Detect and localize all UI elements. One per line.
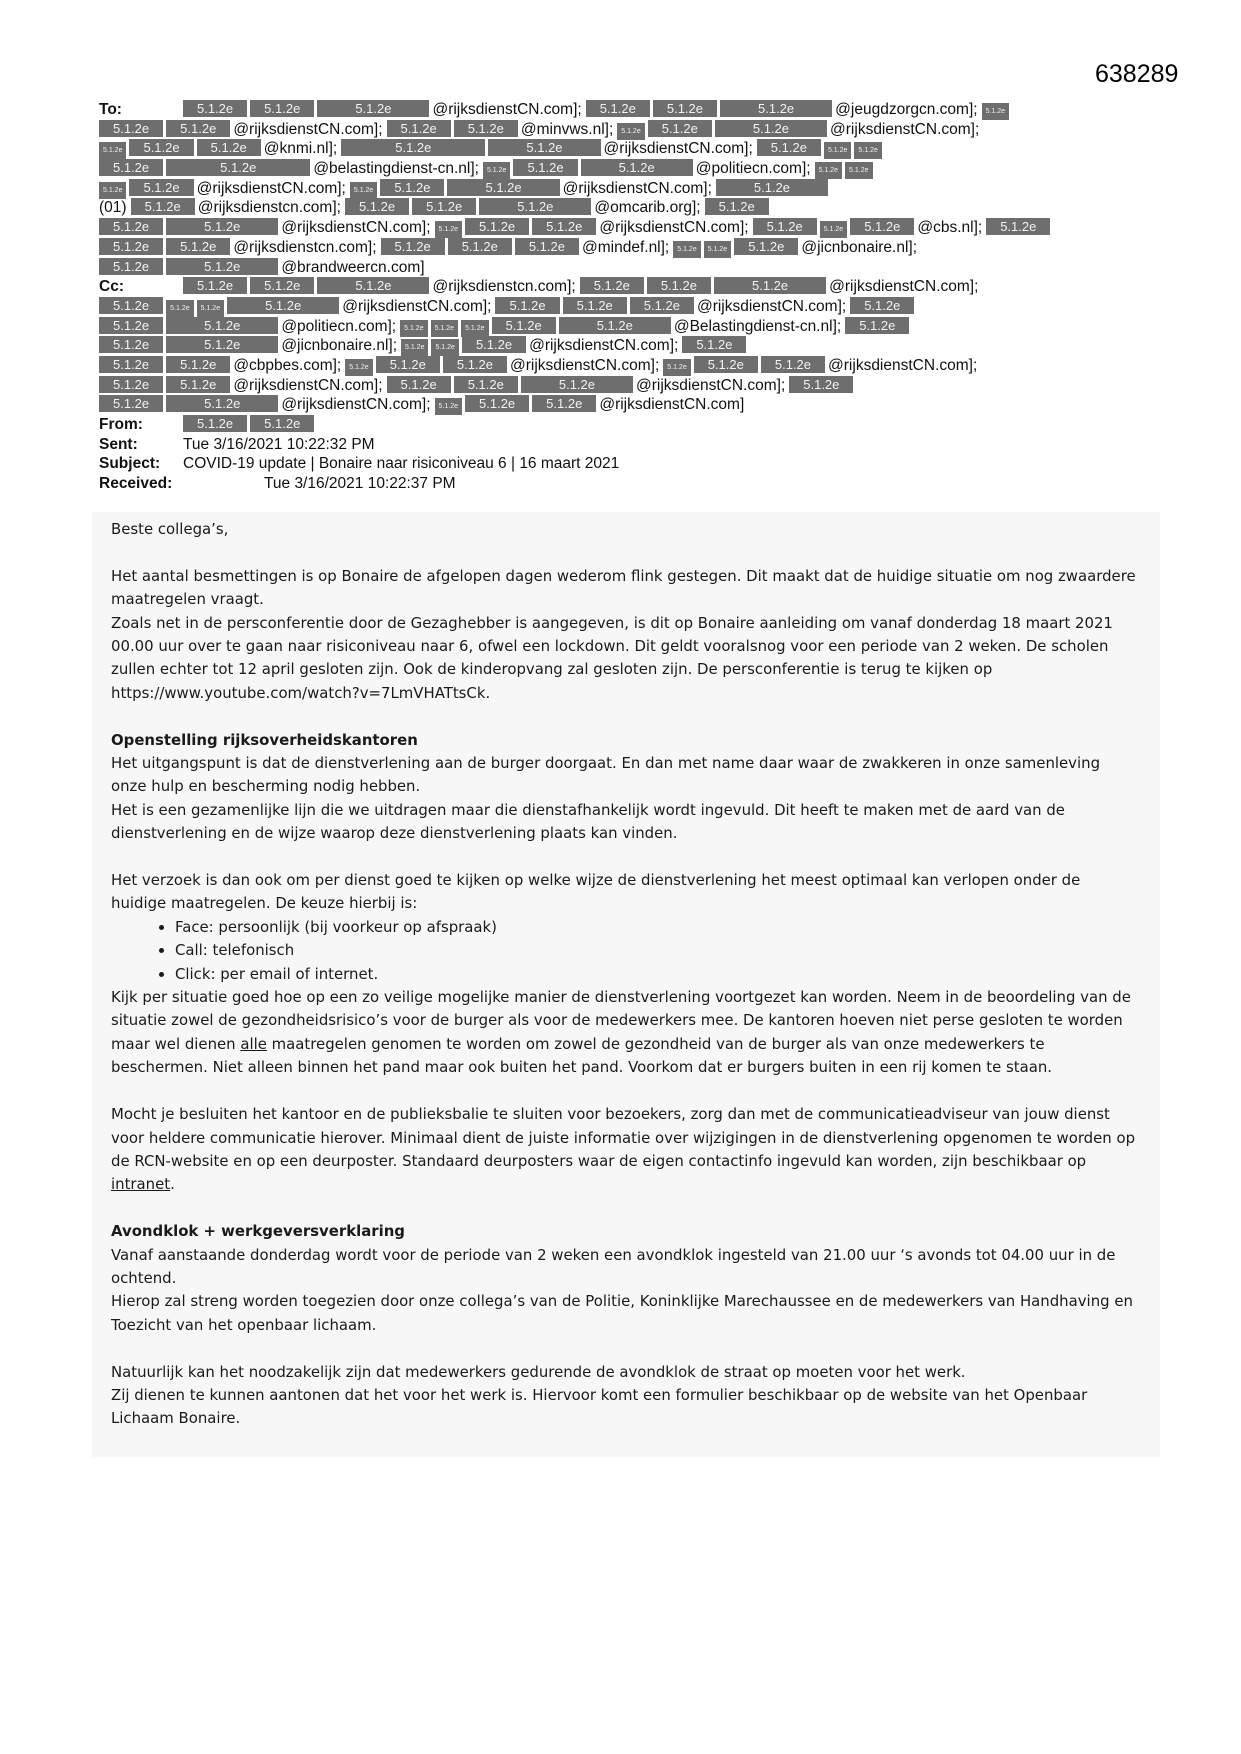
subject-value: COVID-19 update | Bonaire naar risiconiveau 6 | 16 maart 2021 [183, 455, 620, 473]
redaction: 5.1.2e [447, 179, 559, 196]
heading-avondklok: Avondklok + werkgeversverklaring [111, 1222, 405, 1241]
redaction: 5.1.2e [400, 320, 427, 337]
to-line-2 [99, 120, 1159, 140]
redaction: 5.1.2e [387, 120, 451, 137]
redaction: 5.1.2e [462, 336, 526, 353]
email-domain: @rijksdienstCN.com]; [603, 140, 753, 158]
redaction: 5.1.2e [682, 336, 746, 353]
redaction: 5.1.2e [734, 238, 798, 255]
received-line [99, 474, 1159, 494]
redaction: 5.1.2e [483, 162, 510, 179]
subject-label: Subject: [99, 455, 161, 473]
redaction: 5.1.2e [341, 139, 485, 156]
redaction: 5.1.2e [166, 218, 278, 235]
email-domain: @rijksdienstCN.com] [599, 396, 745, 414]
redaction: 5.1.2e [617, 123, 644, 140]
subject-line [99, 454, 1159, 474]
redaction: 5.1.2e [435, 398, 462, 415]
redaction: 5.1.2e [443, 356, 507, 373]
email-domain: @rijksdienstCN.com]; [281, 396, 431, 414]
redaction: 5.1.2e [99, 376, 163, 393]
email-domain: @rijksdienstCN.com]; [829, 278, 979, 296]
redaction: 5.1.2e [381, 238, 445, 255]
email-domain: @jicnbonaire.nl]; [801, 238, 918, 256]
email-domain: @knmi.nl]; [263, 140, 338, 158]
redaction: 5.1.2e [99, 238, 163, 255]
email-domain: @rijksdienstcn.com]; [233, 238, 377, 256]
redaction: 5.1.2e [581, 159, 693, 176]
greeting: Beste collega’s, [111, 520, 229, 538]
redaction: 5.1.2e [99, 142, 126, 159]
email-domain: @rijksdienstCN.com]; [233, 376, 383, 394]
sent-line [99, 435, 1159, 455]
options-list [111, 916, 1136, 986]
email-domain: @omcarib.org]; [594, 199, 701, 217]
redaction: 5.1.2e [197, 139, 261, 156]
redaction: 5.1.2e [129, 139, 193, 156]
redaction: 5.1.2e [492, 317, 556, 334]
to-line-5 [99, 179, 1159, 199]
email-header [99, 100, 1159, 494]
redaction: 5.1.2e [227, 297, 339, 314]
redaction: 5.1.2e [166, 395, 278, 412]
redaction: 5.1.2e [454, 120, 518, 137]
list-item: • Face: persoonlijk (bij voorkeur op afspraak) [175, 916, 1136, 939]
redaction: 5.1.2e [465, 218, 529, 235]
redaction: 5.1.2e [454, 376, 518, 393]
redaction: 5.1.2e [850, 297, 914, 314]
redaction: 5.1.2e [479, 198, 591, 215]
redaction: 5.1.2e [131, 198, 195, 215]
to-line-9 [99, 258, 1159, 278]
redaction: 5.1.2e [99, 120, 163, 137]
redaction: 5.1.2e [753, 218, 817, 235]
email-domain: @cbpbes.com]; [233, 356, 342, 374]
paragraph-5: Het verzoek is dan ook om per dienst goed te kijken op welke wijze de dienstverlening het meest optimaal kan verlopen onder de huidige maatregelen. De keuze hierbij is: [111, 871, 1081, 913]
message-body [111, 518, 1136, 1431]
redaction: 5.1.2e [183, 415, 247, 432]
sent-value: Tue 3/16/2021 10:22:32 PM [183, 435, 375, 453]
email-domain: @mindef.nl]; [582, 238, 670, 256]
redaction: 5.1.2e [376, 356, 440, 373]
redaction: 5.1.2e [705, 198, 769, 215]
redaction: 5.1.2e [350, 182, 377, 199]
list-item: • Call: telefonisch [175, 939, 1136, 962]
redaction: 5.1.2e [648, 120, 712, 137]
paragraph-3: Het uitgangspunt is dat de dienstverlening aan de burger doorgaat. En dan met name daar waar de zwakkeren in onze samenleving onze hulp en bescherming nodig hebben. [111, 754, 1101, 796]
redaction: 5.1.2e [532, 395, 596, 412]
underlined-word: alle [240, 1034, 267, 1053]
redaction: 5.1.2e [845, 317, 909, 334]
email-domain: @rijksdienstCN.com]; [828, 356, 978, 374]
cc-line-7 [99, 395, 1159, 415]
email-domain: @Belastingdienst-cn.nl]; [673, 317, 842, 335]
redaction: 5.1.2e [401, 339, 428, 356]
email-domain: @belastingdienst-cn.nl]; [313, 160, 479, 178]
redaction: 5.1.2e [99, 336, 163, 353]
redaction: 5.1.2e [694, 356, 758, 373]
from-label: From: [99, 416, 143, 433]
redaction: 5.1.2e [714, 277, 826, 294]
paragraph-9: Hierop zal streng worden toegezien door onze collega’s van de Politie, Koninklijke Marechaussee en de medewerkers van Handhaving en Toezicht van het openbaar lichaam. [111, 1292, 1133, 1334]
redaction: 5.1.2e [461, 320, 488, 337]
email-domain: @rijksdienstCN.com]; [529, 337, 679, 355]
redaction: 5.1.2e [166, 376, 230, 393]
redaction: 5.1.2e [99, 297, 163, 314]
paragraph-8: Vanaf aanstaande donderdag wordt voor de periode van 2 weken een avondklok ingesteld van 21.00 uur ‘s avonds tot 04.00 uur in de ochtend. [111, 1245, 1116, 1287]
received-label: Received: [99, 475, 173, 493]
redaction: 5.1.2e [166, 317, 278, 334]
paragraph-2: Zoals net in de persconferentie door de Gezaghebber is aangegeven, is dit op Bonaire aanleiding om vanaf donderdag 18 maart 2021 00.00 uur over te gaan naar risiconiveau naar 6, ofwel een lockdown. Dit geldt vooralsnog voor een periode van 2 weken. De scholen zullen echter tot 12 april gesloten zijn. Ook de kinderopvang zal gesloten zijn. De persconferentie is terug te kijken op https://www.youtube.com/watch?v=7LmVHATtsCk. [111, 613, 1113, 702]
redaction: 5.1.2e [647, 277, 711, 294]
email-domain: @rijksdienstcn.com]; [197, 199, 341, 217]
redaction: 5.1.2e [387, 376, 451, 393]
to-line-1 [99, 100, 1159, 120]
redaction: 5.1.2e [166, 300, 193, 317]
redaction: 5.1.2e [129, 179, 193, 196]
cc-line-4 [99, 336, 1159, 356]
redaction: 5.1.2e [515, 238, 579, 255]
redaction: 5.1.2e [820, 221, 847, 238]
cc-line-3 [99, 317, 1159, 337]
cc-line-1 [99, 277, 1159, 297]
list-item: • Click: per email of internet. [175, 963, 1136, 986]
redaction: 5.1.2e [850, 218, 914, 235]
redaction: 5.1.2e [250, 415, 314, 432]
redaction: 5.1.2e [815, 162, 842, 179]
email-domain: @rijksdienstCN.com]; [342, 297, 492, 315]
paragraph-1: Het aantal besmettingen is op Bonaire de afgelopen dagen wederom flink gestegen. Dit maakt dat de huidige situatie om nog zwaardere maatregelen vraagt. [111, 566, 1136, 609]
email-domain: @cbs.nl]; [917, 219, 983, 237]
redaction: 5.1.2e [465, 395, 529, 412]
redaction: 5.1.2e [431, 320, 458, 337]
email-domain: @brandweercn.com] [281, 258, 425, 276]
email-domain: @rijksdienstCN.com]; [830, 120, 980, 138]
cc-label: Cc: [99, 278, 124, 296]
heading-openstelling: Openstelling rijksoverheidskantoren [111, 730, 418, 749]
cc-line-5 [99, 356, 1159, 376]
redaction: 5.1.2e [495, 297, 559, 314]
email-domain: @rijksdienstCN.com]; [636, 376, 786, 394]
redaction: 5.1.2e [380, 179, 444, 196]
redaction: 5.1.2e [166, 258, 278, 275]
redaction: 5.1.2e [183, 277, 247, 294]
redaction: 5.1.2e [166, 356, 230, 373]
to-line-4 [99, 159, 1159, 179]
redaction: 5.1.2e [716, 179, 828, 196]
email-domain: @rijksdienstCN.com]; [196, 179, 346, 197]
email-domain: @jeugdzorgcn.com]; [835, 101, 978, 118]
redaction: 5.1.2e [99, 258, 163, 275]
redaction: 5.1.2e [250, 277, 314, 294]
redaction: 5.1.2e [704, 241, 731, 258]
redaction: 5.1.2e [586, 100, 650, 117]
redaction: 5.1.2e [166, 159, 310, 176]
email-domain: @rijksdienstCN.com]; [233, 120, 383, 138]
redaction: 5.1.2e [197, 300, 224, 317]
email-domain: @rijksdienstCN.com]; [599, 219, 749, 237]
redaction: 5.1.2e [720, 100, 832, 117]
redaction: 5.1.2e [761, 356, 825, 373]
email-domain: @jicnbonaire.nl]; [281, 337, 397, 355]
redaction: 5.1.2e [854, 142, 881, 159]
redaction: 5.1.2e [521, 376, 633, 393]
to-line-6 [99, 198, 1159, 218]
redaction: 5.1.2e [99, 356, 163, 373]
redaction: 5.1.2e [345, 359, 372, 376]
redaction: 5.1.2e [99, 317, 163, 334]
paragraph-10: Natuurlijk kan het noodzakelijk zijn dat medewerkers gedurende de avondklok de straat op moeten voor het werk. [111, 1362, 966, 1381]
email-domain: @minvws.nl]; [520, 120, 614, 138]
redaction: 5.1.2e [663, 359, 690, 376]
redaction: 5.1.2e [448, 238, 512, 255]
redaction: 5.1.2e [757, 139, 821, 156]
redaction: 5.1.2e [653, 100, 717, 117]
redaction: 5.1.2e [986, 218, 1050, 235]
to-label: To: [99, 101, 122, 118]
cc-line-2 [99, 297, 1159, 317]
redaction: 5.1.2e [563, 297, 627, 314]
from-line [99, 415, 1159, 435]
email-domain: @rijksdienstCN.com]; [562, 179, 712, 197]
redaction: 5.1.2e [99, 395, 163, 412]
to-line-8 [99, 238, 1159, 258]
paragraph-4: Het is een gezamenlijke lijn die we uitdragen maar die dienstafhankelijk wordt ingevuld. Dit heeft te maken met de aard van de dienstverlening en de wijze waarop deze dienstverlening plaats kan vinden. [111, 800, 1065, 843]
email-domain: @rijksdienstCN.com]; [432, 101, 582, 118]
redaction: 5.1.2e [513, 159, 577, 176]
redaction: 5.1.2e [412, 198, 476, 215]
redaction: 5.1.2e [982, 103, 1009, 120]
redaction: 5.1.2e [99, 159, 163, 176]
redaction: 5.1.2e [559, 317, 671, 334]
redaction: 5.1.2e [824, 142, 851, 159]
redaction: 5.1.2e [488, 139, 600, 156]
email-domain: @politiecn.com]; [695, 160, 811, 178]
paragraph-6: Kijk per situatie goed hoe op een zo veilige mogelijke manier de dienstverlening voortgezet kan worden. Neem in de beoordeling van de situatie zowel de gezondheidsrisico’s voor de burger als voor de medewerkers mee. De kantoren hoeven niet perse gesloten te worden maar wel dienen alle maatregelen genomen te worden om zowel de gezondheid van de burger als van onze medewerkers te beschermen. Niet alleen binnen het pand maar ook buiten het pand. Voorkom dat er burgers buiten in een rij komen te staan. [111, 988, 1131, 1077]
redaction: 5.1.2e [532, 218, 596, 235]
to-line-3 [99, 139, 1159, 159]
redaction: 5.1.2e [183, 100, 247, 117]
email-domain: @rijksdienstCN.com]; [696, 297, 847, 315]
to-line-7 [99, 218, 1159, 238]
email-domain: @politiecn.com]; [281, 317, 397, 335]
redaction: 5.1.2e [317, 277, 429, 294]
paragraph-7: Mocht je besluiten het kantoor en de publieksbalie te sluiten voor bezoekers, zorg dan met de communicatieadviseur van jouw dienst voor heldere communicatie hierover. Minimaal dient de juiste informatie over wijzigingen in de dienstverlening opgenomen te worden op de RCN-website en op een deurposter. Standaard deurposters waar de eigen contactinfo ingevuld kan worden, zijn beschikbaar op intranet. [111, 1105, 1136, 1194]
redaction: 5.1.2e [250, 100, 314, 117]
redaction: 5.1.2e [715, 120, 827, 137]
redaction: 5.1.2e [166, 120, 230, 137]
redaction: 5.1.2e [630, 297, 694, 314]
intranet-link[interactable]: intranet [111, 1175, 171, 1194]
email-domain: @rijksdienstcn.com]; [432, 278, 576, 296]
redaction: 5.1.2e [435, 221, 462, 238]
email-prefix: (01) [99, 199, 127, 217]
cc-line-6 [99, 376, 1159, 396]
redaction: 5.1.2e [845, 162, 872, 179]
redaction: 5.1.2e [166, 336, 278, 353]
received-value: Tue 3/16/2021 10:22:37 PM [264, 475, 456, 493]
email-domain: @rijksdienstCN.com]; [281, 219, 431, 237]
redaction: 5.1.2e [673, 241, 700, 258]
redaction: 5.1.2e [789, 376, 853, 393]
redaction: 5.1.2e [317, 100, 429, 117]
paragraph-11: Zij dienen te kunnen aantonen dat het voor het werk is. Hiervoor komt een formulier beschikbaar op de website van het Openbaar Lichaam Bonaire. [111, 1385, 1088, 1428]
redaction: 5.1.2e [431, 339, 458, 356]
redaction: 5.1.2e [99, 218, 163, 235]
document-number: 638289 [1095, 60, 1179, 88]
redaction: 5.1.2e [166, 238, 230, 255]
redaction: 5.1.2e [580, 277, 644, 294]
redaction: 5.1.2e [99, 182, 126, 199]
sent-label: Sent: [99, 435, 138, 453]
redaction: 5.1.2e [345, 198, 409, 215]
email-domain: @rijksdienstCN.com]; [510, 356, 660, 374]
